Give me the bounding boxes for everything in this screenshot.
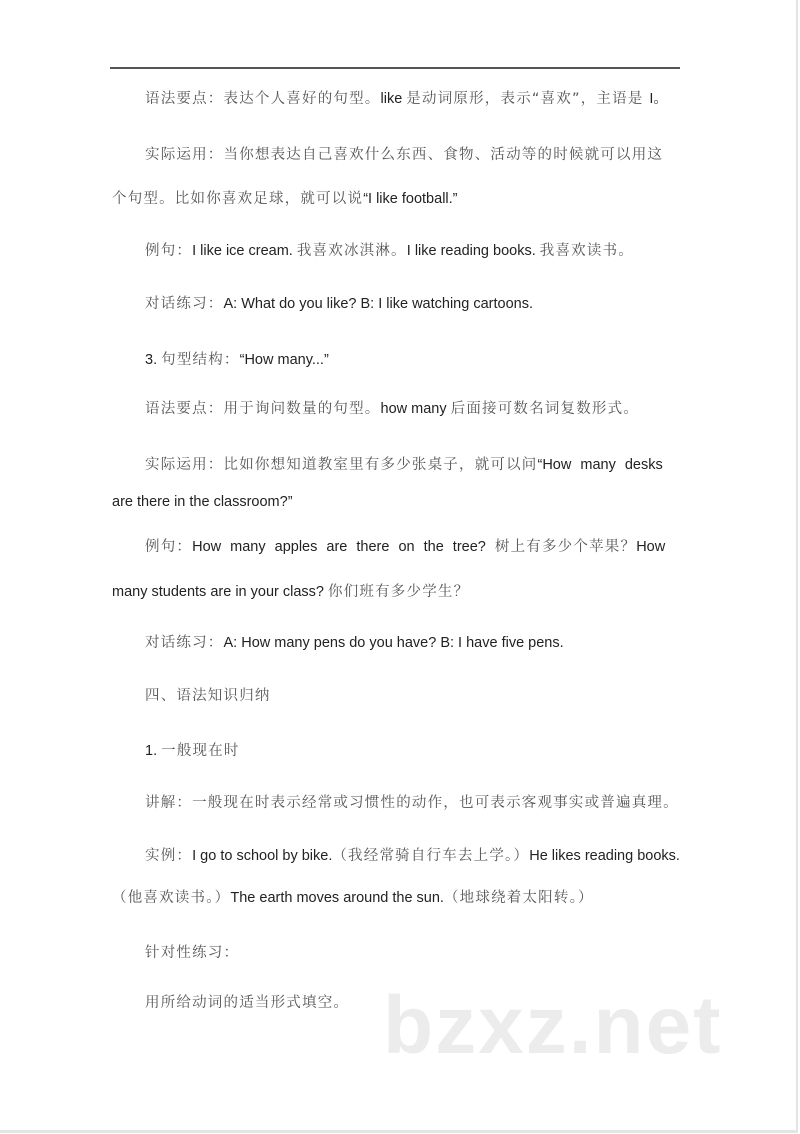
chinese-text: 是动词原形，表示“喜欢”，主语是 bbox=[406, 91, 650, 107]
paragraph-line bbox=[112, 888, 682, 908]
chinese-text: 讲解：一般现在时表示经常或习惯性的动作，也可表示客观事实或普遍真理。 bbox=[145, 795, 679, 811]
english-text: how many bbox=[380, 401, 451, 417]
chinese-text: 语法要点：用于询问数量的句型。 bbox=[145, 401, 381, 417]
chinese-text: 例句： bbox=[145, 243, 193, 259]
paragraph-line bbox=[145, 793, 715, 813]
english-text: The earth moves around the sun. bbox=[230, 890, 444, 906]
chinese-text: 用所给动词的适当形式填空。 bbox=[145, 995, 350, 1011]
english-text: A: What do you like? B: I like watching cartoons. bbox=[223, 296, 533, 312]
english-text: I like reading books. bbox=[406, 243, 540, 259]
english-text: How bbox=[636, 539, 666, 555]
paragraph-line bbox=[112, 189, 682, 209]
section-heading bbox=[145, 350, 715, 370]
english-text: “How many...” bbox=[239, 352, 329, 368]
chinese-text: 实际运用：当你想表达自己喜欢什么东西、食物、活动等的时候就可以用这 bbox=[145, 147, 664, 163]
chinese-text: 你们班有多少学生？ bbox=[328, 584, 470, 600]
paragraph-line bbox=[145, 89, 715, 109]
english-text: like bbox=[380, 91, 407, 107]
chinese-text: 对话练习： bbox=[145, 296, 224, 312]
paragraph-line bbox=[112, 492, 682, 512]
english-text: many students are in your class? bbox=[112, 584, 328, 600]
paragraph-line bbox=[112, 582, 682, 602]
chinese-text: 后面接可数名词复数形式。 bbox=[450, 401, 640, 417]
chinese-text: 一般现在时 bbox=[161, 743, 240, 759]
header-rule bbox=[110, 67, 680, 69]
subsection-heading bbox=[145, 741, 715, 761]
chinese-text: 我喜欢冰淇淋。 bbox=[296, 243, 407, 259]
paragraph-line bbox=[145, 455, 715, 475]
english-text: “I like football.” bbox=[363, 191, 458, 207]
paragraph-line bbox=[145, 399, 715, 419]
paragraph-line bbox=[145, 943, 715, 963]
chinese-text: （地球绕着太阳转。） bbox=[443, 890, 594, 906]
english-text: I like ice cream. bbox=[192, 243, 297, 259]
watermark: bzxz.net bbox=[383, 980, 723, 1071]
english-text: 1. bbox=[145, 743, 162, 759]
chinese-text: 句型结构： bbox=[161, 352, 240, 368]
paragraph-line bbox=[145, 294, 715, 314]
english-text: I。 bbox=[649, 91, 668, 107]
english-text: He likes reading books. bbox=[529, 848, 680, 864]
english-text: “How many desks bbox=[537, 457, 663, 473]
english-text: How many apples are there on the tree? bbox=[192, 539, 495, 555]
chinese-text: 个句型。比如你喜欢足球，就可以说 bbox=[112, 191, 364, 207]
chinese-text: （我经常骑自行车去上学。） bbox=[332, 848, 530, 864]
chinese-text: 实际运用：比如你想知道教室里有多少张桌子，就可以问 bbox=[145, 457, 538, 473]
chinese-text: 我喜欢读书。 bbox=[539, 243, 634, 259]
paragraph-line bbox=[145, 145, 715, 165]
english-text: are there in the classroom?” bbox=[112, 494, 293, 510]
chinese-text: 对话练习： bbox=[145, 635, 224, 651]
chinese-text: 语法要点： bbox=[145, 91, 224, 107]
chinese-text: 树上有多少个苹果？ bbox=[494, 539, 637, 555]
paragraph-line bbox=[145, 537, 715, 557]
chinese-text: 表达个人喜好的句型。 bbox=[223, 91, 381, 107]
english-text: 3. bbox=[145, 352, 162, 368]
section-heading bbox=[145, 686, 715, 706]
paragraph-line bbox=[145, 633, 715, 653]
paragraph-line bbox=[145, 846, 715, 866]
english-text: A: How many pens do you have? B: I have five pens. bbox=[223, 635, 564, 651]
chinese-text: 四、语法知识归纳 bbox=[145, 688, 271, 704]
chinese-text: （他喜欢读书。） bbox=[112, 890, 231, 906]
chinese-text: 实例： bbox=[145, 848, 193, 864]
english-text: I go to school by bike. bbox=[192, 848, 333, 864]
paragraph-line bbox=[145, 241, 715, 261]
chinese-text: 针对性练习： bbox=[145, 945, 240, 961]
chinese-text: 例句： bbox=[145, 539, 193, 555]
